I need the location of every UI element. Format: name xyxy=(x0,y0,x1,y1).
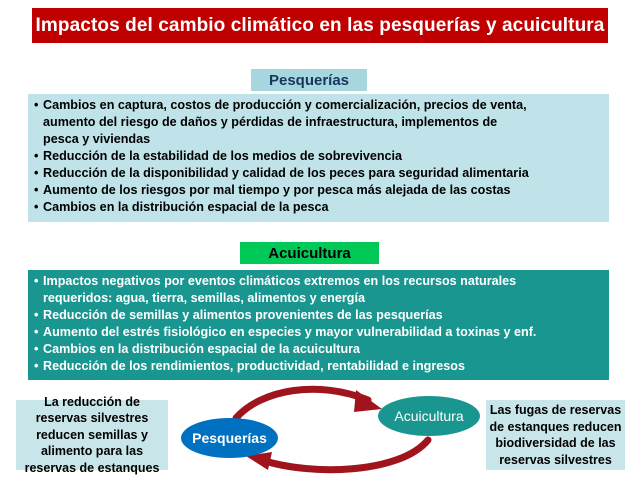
cycle-arrowhead-top xyxy=(354,390,382,412)
list-item: • Reducción de semillas y alimentos provenientes de las pesquerías xyxy=(34,307,603,324)
cycle-arrow-top xyxy=(236,389,368,418)
acuicultura-header: Acuicultura xyxy=(240,242,379,264)
list-item: • Cambios en captura, costos de producción y comercialización, precios de venta, aumento del riesgo de daños y pérdidas de infraestructura, implementos de pesca y viviendas xyxy=(34,97,603,148)
list-item: • Aumento del estrés fisiológico en especies y mayor vulnerabilidad a toxinas y enf. xyxy=(34,324,603,341)
list-item: • Reducción de la estabilidad de los medios de sobrevivencia xyxy=(34,148,603,165)
list-item: • Cambios en la distribución espacial de la acuicultura xyxy=(34,341,603,358)
list-item: • Impactos negativos por eventos climáticos extremos en los recursos naturales requeridos: agua, tierra, semillas, alimentos y energía xyxy=(34,273,603,307)
list-item: • Aumento de los riesgos por mal tiempo y por pesca más alejada de las costas xyxy=(34,182,603,199)
slide-title: Impactos del cambio climático en las pesquerías y acuicultura xyxy=(32,8,608,43)
pesquerias-node: Pesquerías xyxy=(181,418,278,458)
pesquerias-header: Pesquerías xyxy=(251,69,367,91)
list-item: • Reducción de la disponibilidad y calidad de los peces para seguridad alimentaria xyxy=(34,165,603,182)
acuicultura-node: Acuicultura xyxy=(378,396,480,436)
cycle-arrow-bottom xyxy=(262,440,428,470)
right-note: Las fugas de reservas de estanques reducen biodiversidad de las reservas silvestres xyxy=(486,400,625,470)
left-note: La reducción de reservas silvestres reducen semillas y alimento para las reservas de estanques xyxy=(16,400,168,470)
list-item: • Cambios en la distribución espacial de la pesca xyxy=(34,199,603,216)
list-item: • Reducción de los rendimientos, productividad, rentabilidad e ingresos xyxy=(34,358,603,375)
